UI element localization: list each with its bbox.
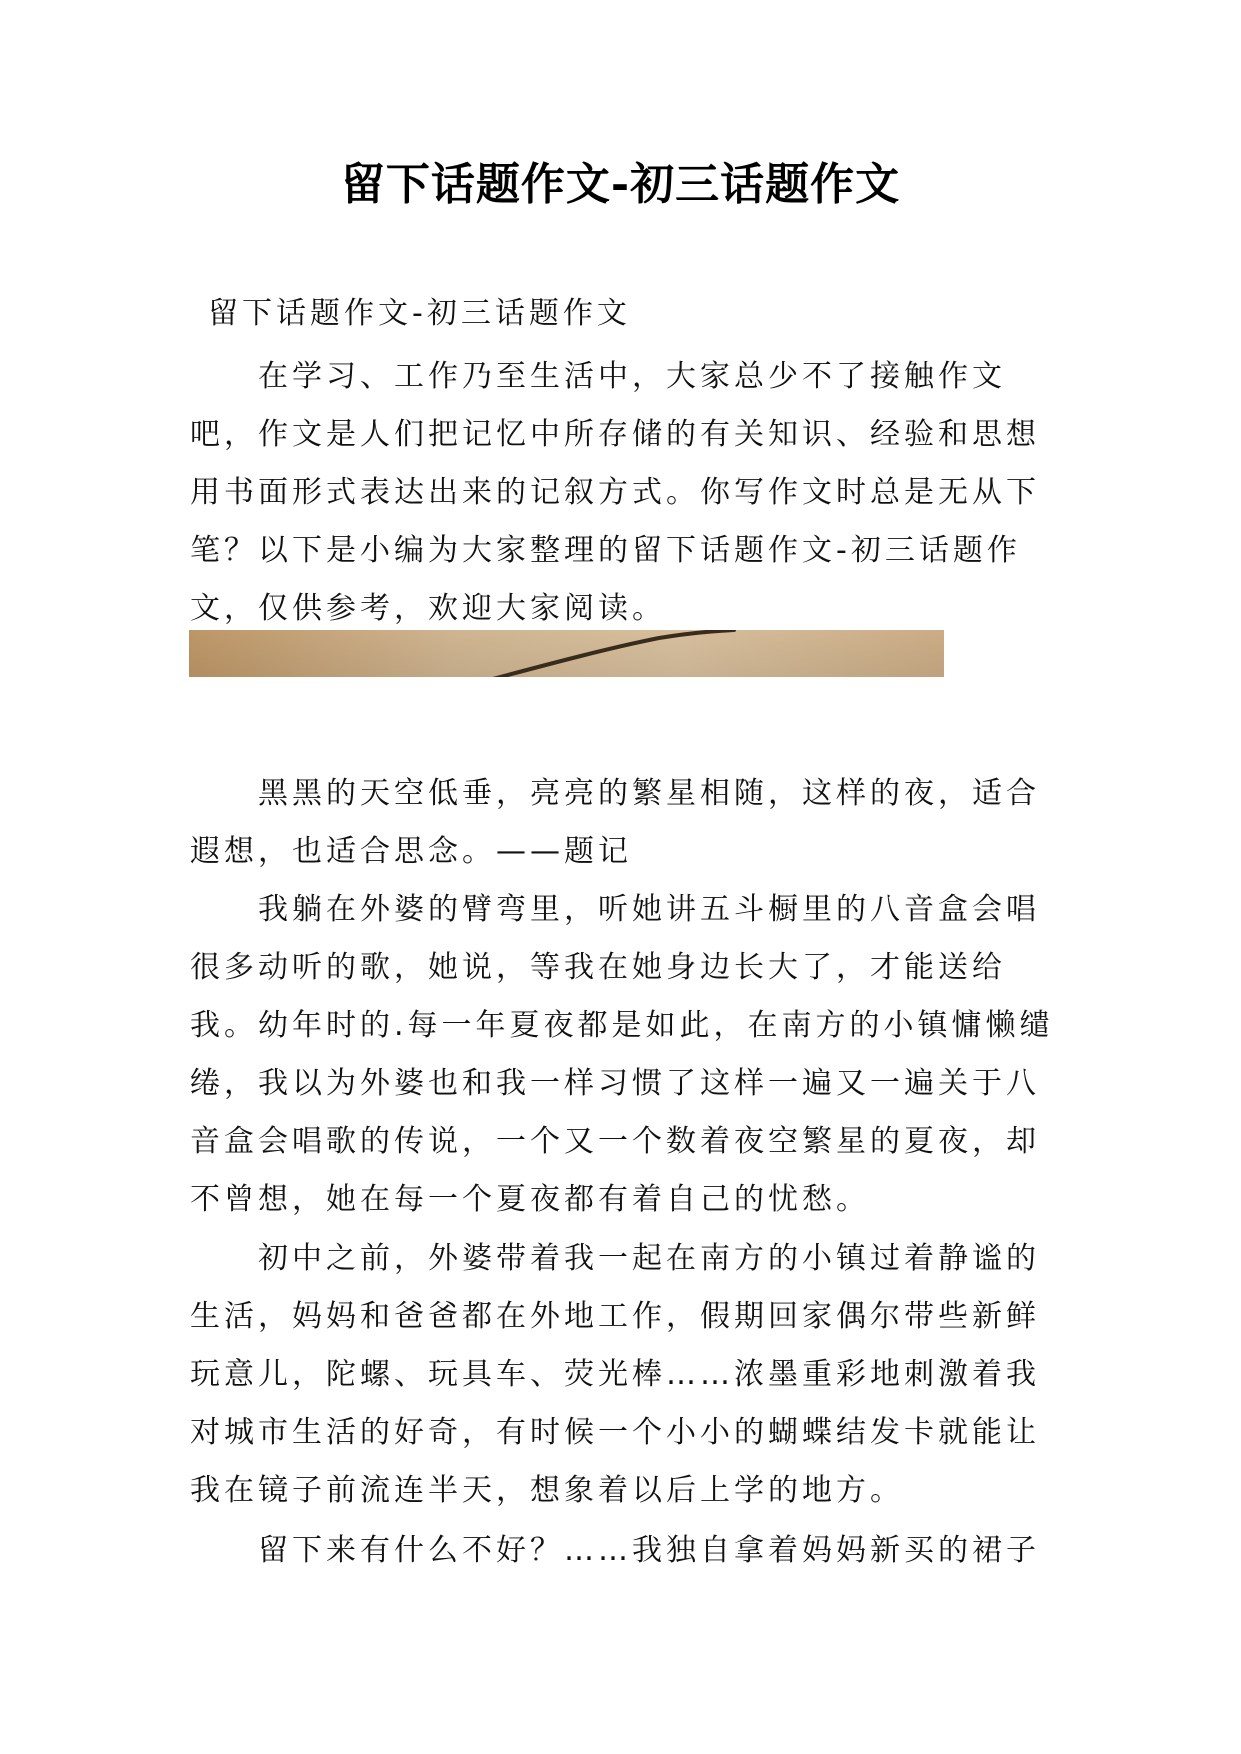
epigraph-paragraph: 黑黑的天空低垂，亮亮的繁星相随，这样的夜，适合遐想，也适合思念。——题记: [190, 776, 1040, 869]
intro-paragraph: 在学习、工作乃至生活中，大家总少不了接触作文吧，作文是人们把记忆中所存储的有关知识、经验和思想用书面形式表达出来的记叙方式。你写作文时总是无从下笔？以下是小编为大家整理的留下话题作文-初三话题作文，仅供参考，欢迎大家阅读。: [190, 359, 1040, 626]
story-paragraph: 留下来有什么不好？……我独自拿着妈妈新买的裙子: [258, 1533, 1040, 1568]
document-subtitle: 留下话题作文-初三话题作文: [208, 296, 631, 331]
story-paragraph: 初中之前，外婆带着我一起在南方的小镇过着静谧的生活，妈妈和爸爸都在外地工作，假期回家偶尔带些新鲜玩意儿，陀螺、玩具车、荧光棒……浓墨重彩地刺激着我对城市生活的好奇，有时候一个小小的蝴蝶结发卡就能让我在镜子前流连半天，想象着以后上学的地方。: [190, 1241, 1040, 1508]
story-paragraph: 幼年时的.每一年夏夜都是如此，在南方的小镇慵懒缱绻，我以为外婆也和我一样习惯了这样一遍又一遍关于八音盒会唱歌的传说，一个又一个数着夜空繁星的夏夜，却不曾想，她在每一个夏夜都有着自己的忧愁。: [190, 1008, 1054, 1217]
banner-photo: [189, 630, 944, 677]
story-paragraph: 我躺在外婆的臂弯里，听她讲五斗橱里的八音盒会唱很多动听的歌，她说，等我在她身边长大了，才能送给我。: [190, 892, 1040, 1043]
document-title: 留下话题作文-初三话题作文: [340, 159, 901, 210]
